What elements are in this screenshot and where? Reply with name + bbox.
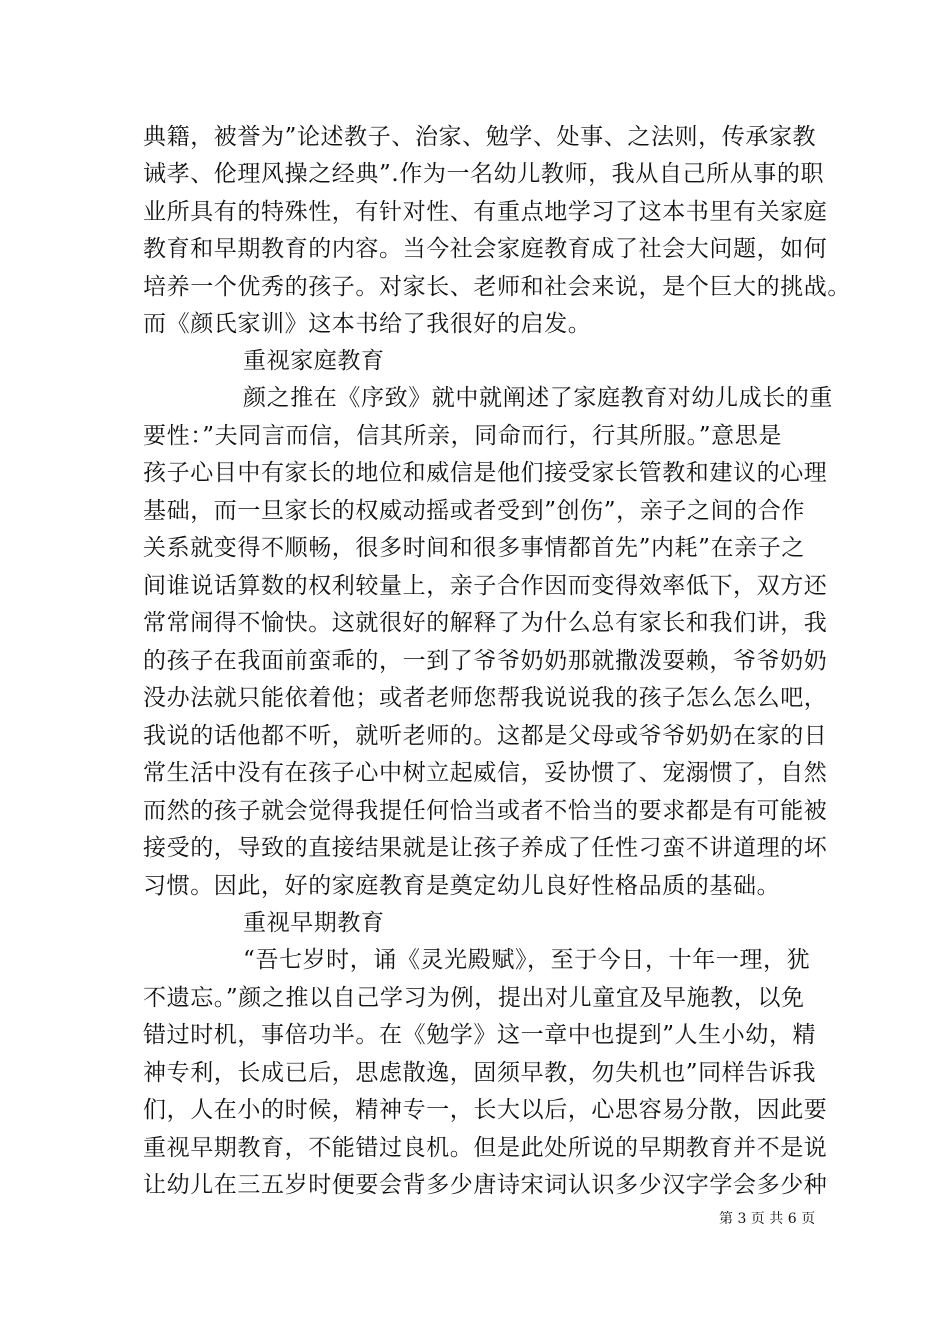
paragraph-line: 诫孝、伦理风操之经典”.作为一名幼儿教师，我从自己所从事的职 <box>143 161 825 187</box>
paragraph-line: 教育和早期教育的内容。当今社会家庭教育成了社会大问题，如何 <box>143 236 828 262</box>
paragraph-line: 常生活中没有在孩子心中树立起威信，妥协惯了、宠溺惯了，自然 <box>143 760 828 786</box>
paragraph-line: 错过时机，事倍功半。在《勉学》这一章中也提到”人生小幼，精 <box>143 1022 817 1048</box>
paragraph-line: 没办法就只能依着他；或者老师您帮我说说我的孩子怎么怎么吧， <box>143 685 828 711</box>
section-heading-family-education: 重视家庭教育 <box>243 348 385 374</box>
paragraph-line: 要性：”夫同言而信，信其所亲，同命而行，行其所服。”意思是 <box>143 423 782 449</box>
paragraph-line: 颜之推在《序致》就中就阐述了家庭教育对幼儿成长的重 <box>243 385 833 411</box>
paragraph-line: 业所具有的特殊性，有针对性、有重点地学习了这本书里有关家庭 <box>143 199 828 225</box>
paragraph-line: 典籍，被誉为”论述教子、治家、勉学、处事、之法则，传承家教 <box>143 124 817 150</box>
paragraph-line: 培养一个优秀的孩子。对家长、老师和社会来说，是个巨大的挑战。 <box>143 274 851 300</box>
paragraph-line: 孩子心目中有家长的地位和威信是他们接受家长管教和建议的心理 <box>143 460 828 486</box>
paragraph-line: “吾七岁时，诵《灵光殿赋》，至于今日，十年一理，犹 <box>243 947 811 973</box>
paragraph-line: 重视早期教育，不能错过良机。但是此处所说的早期教育并不是说 <box>143 1135 828 1161</box>
paragraph-line: 而《颜氏家训》这本书给了我很好的启发。 <box>143 311 592 337</box>
paragraph-line: 不遗忘。”颜之推以自己学习为例，提出对儿童宜及早施教，以免 <box>143 985 805 1011</box>
paragraph-line: 常常闹得不愉快。这就很好的解释了为什么总有家长和我们讲，我 <box>143 610 828 636</box>
paragraph-line: 基础，而一旦家长的权威动摇或者受到”创伤”，亲子之间的合作 <box>143 498 805 524</box>
paragraph-line: 让幼儿在三五岁时便要会背多少唐诗宋词认识多少汉字学会多少种 <box>143 1172 828 1198</box>
paragraph-line: 而然的孩子就会觉得我提任何恰当或者不恰当的要求都是有可能被 <box>143 798 828 824</box>
page-number-footer: 第 3 页 共 6 页 <box>719 1211 816 1227</box>
paragraph-line: 习惯。因此，好的家庭教育是奠定幼儿良好性格品质的基础。 <box>143 873 781 899</box>
paragraph-line: 间谁说话算数的权利较量上，亲子合作因而变得效率低下，双方还 <box>143 573 828 599</box>
section-heading-early-education: 重视早期教育 <box>243 910 385 936</box>
paragraph-line: 我说的话他都不听，就听老师的。这都是父母或爷爷奶奶在家的日 <box>143 723 828 749</box>
paragraph-line: 们，人在小的时候，精神专一，长大以后，心思容易分散，因此要 <box>143 1097 828 1123</box>
paragraph-line: 神专利，长成已后，思虑散逸，固须早教，勿失机也”同样告诉我 <box>143 1060 817 1086</box>
paragraph-line: 关系就变得不顺畅，很多时间和很多事情都首先”内耗”在亲子之 <box>143 535 805 561</box>
paragraph-line: 的孩子在我面前蛮乖的，一到了爷爷奶奶那就撒泼耍赖，爷爷奶奶 <box>143 648 828 674</box>
paragraph-line: 接受的，导致的直接结果就是让孩子养成了任性刁蛮不讲道理的坏 <box>143 835 828 861</box>
